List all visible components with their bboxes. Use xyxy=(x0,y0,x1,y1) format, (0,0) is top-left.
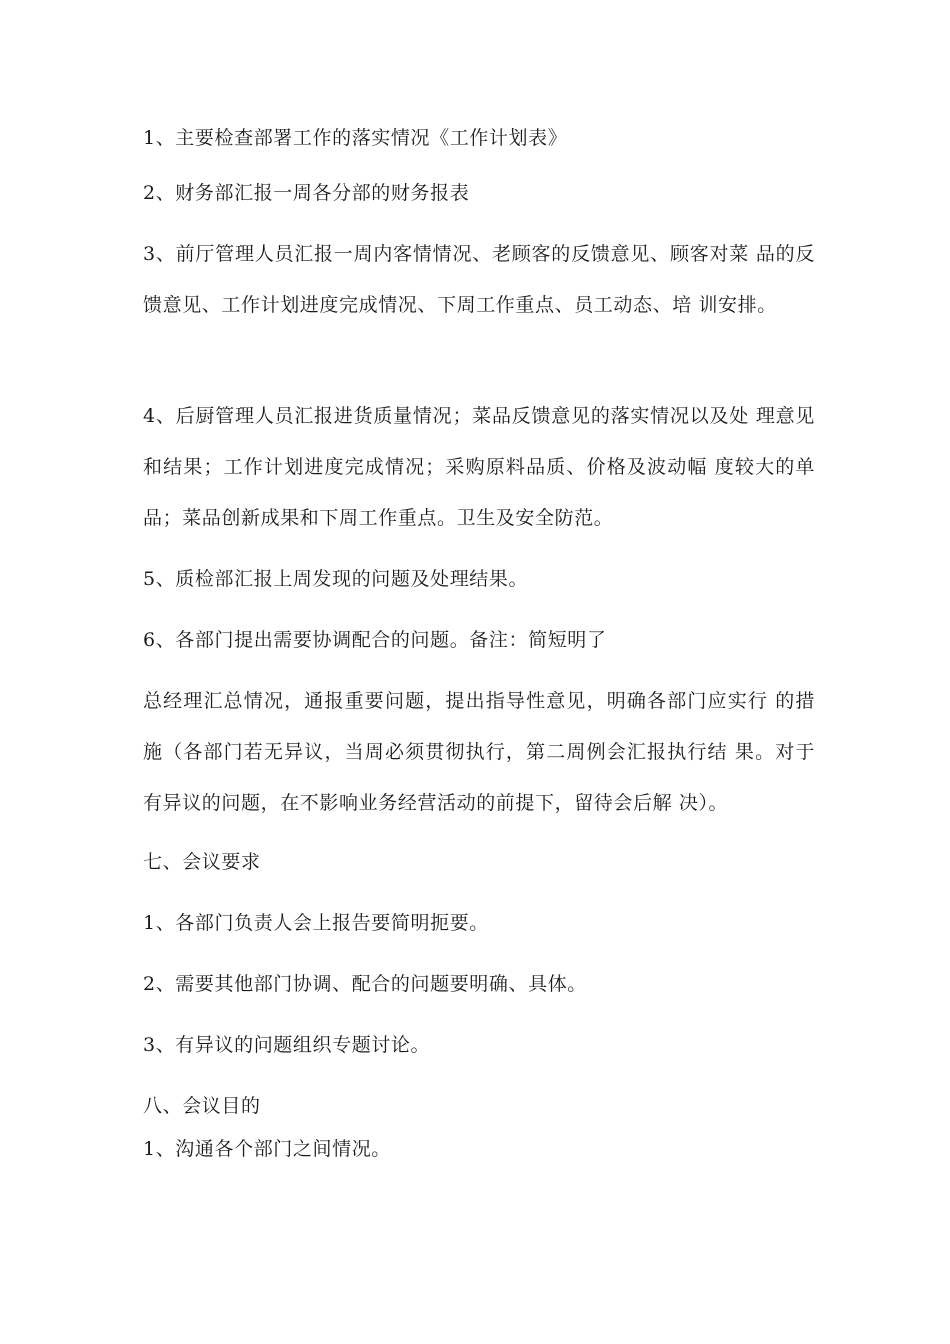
section-heading-requirements: 七、会议要求 xyxy=(143,851,261,873)
paragraph-item-1: 1、主要检查部署工作的落实情况《工作计划表》 xyxy=(143,127,568,149)
paragraph-summary: 总经理汇总情况，通报重要问题，提出指导性意见，明确各部门应实行 的措施（各部门若无异议，当周必须贯彻执行，第二周例会汇报执行结 果。对于有异议的问题，在不影响业务经营活动的前提下，留待会后解 决）。 xyxy=(143,690,815,814)
purpose-item-1: 1、沟通各个部门之间情况。 xyxy=(143,1138,391,1160)
requirement-item-3: 3、有异议的问题组织专题讨论。 xyxy=(143,1034,431,1056)
paragraph-item-2: 2、财务部汇报一周各分部的财务报表 xyxy=(143,182,470,204)
paragraph-item-6: 6、各部门提出需要协调配合的问题。备注：简短明了 xyxy=(143,629,607,651)
requirement-item-2: 2、需要其他部门协调、配合的问题要明确、具体。 xyxy=(143,973,587,995)
paragraph-item-3: 3、前厅管理人员汇报一周内客情情况、老顾客的反馈意见、顾客对菜 品的反馈意见、工作计划进度完成情况、下周工作重点、员工动态、培 训安排。 xyxy=(143,243,815,316)
paragraph-item-4: 4、后厨管理人员汇报进货质量情况；菜品反馈意见的落实情况以及处 理意见和结果；工作计划进度完成情况；采购原料品质、价格及波动幅 度较大的单品；菜品创新成果和下周工作重点。卫生及安全防范。 xyxy=(143,405,815,529)
paragraph-item-5: 5、质检部汇报上周发现的问题及处理结果。 xyxy=(143,568,529,590)
requirement-item-1: 1、各部门负责人会上报告要简明扼要。 xyxy=(143,912,489,934)
section-heading-purpose: 八、会议目的 xyxy=(143,1095,261,1117)
